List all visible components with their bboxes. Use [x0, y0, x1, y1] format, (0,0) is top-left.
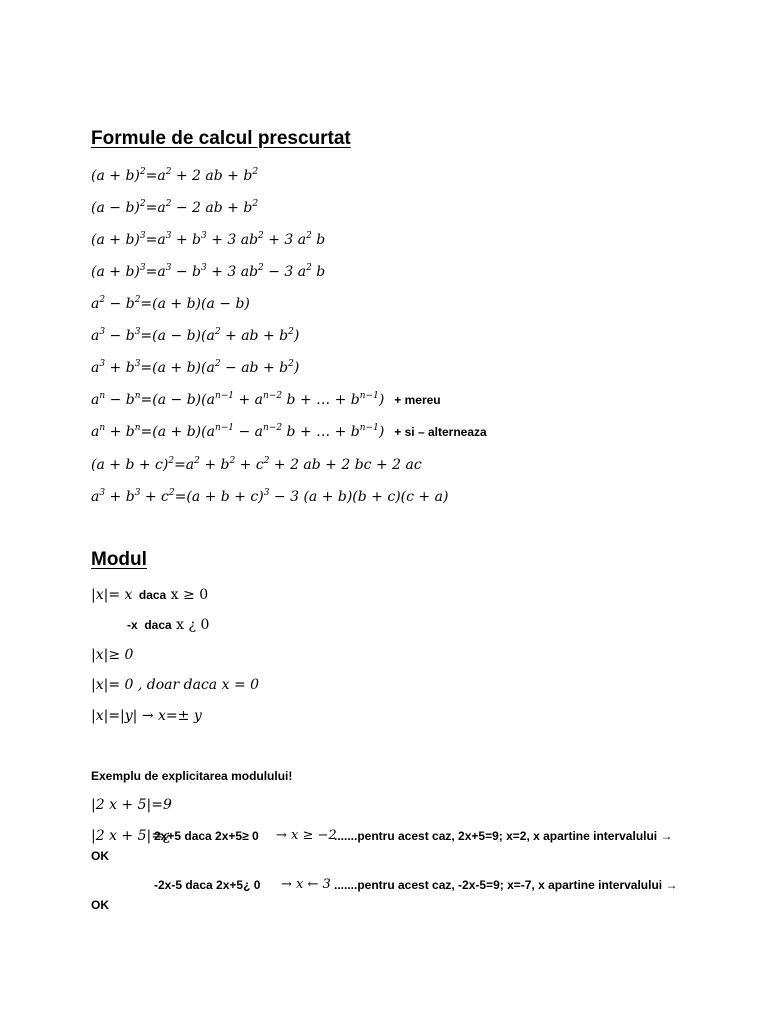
formula-note: + si – alterneaza: [394, 425, 487, 439]
case2-ok: OK: [91, 898, 109, 912]
case1-formula: |2 x + 5|=¿: [91, 828, 171, 844]
formula-line: $a^n - b^n=(a - b)(a^{n-1} + a^{n-2}$ b + … + $b^{n-1}$) + mereu: [91, 391, 441, 408]
formula-line: $(a + b + c)^2=a^2 + b^2 + c^2 + 2$ ab + 2 bc + 2 ac: [91, 456, 422, 473]
formula-line: $a^3 + b^3 + c^2=(a + b + c)^3 - 3$ (a + b)(b + c)(c + a): [91, 488, 449, 505]
formula-line: $a^n + b^n=(a + b)(a^{n-1} - a^{n-2}$ b + … + $b^{n-1}$) + si – alterneaza: [91, 423, 487, 440]
formula-line: $(a - b)^2=a^2 - 2$ ab + $b^2$: [91, 199, 259, 216]
modul-line: |x|= 0 , doar daca x = 0: [91, 677, 260, 693]
example-equation: |2 x + 5|=9: [91, 797, 172, 813]
formula-note: + mereu: [394, 393, 441, 407]
example-heading: Exemplu de explicitarea modulului!: [91, 769, 293, 783]
case2-explanation: .......pentru acest caz, -2x-5=9; x=-7, x apartine intervalului →: [334, 878, 678, 892]
section-title-modul: Modul: [91, 549, 147, 570]
formula-line: $a^2 - b^2=(a + b)(a - b)$: [91, 295, 250, 312]
case1-result: → x ≥ −2: [276, 828, 337, 843]
case2-result: → x ← 3: [281, 877, 331, 892]
modul-line: |x|=|y| → x=± y: [91, 708, 202, 724]
formula-line: $a^3 - b^3=(a - b)(a^2$ + ab + $b^2$): [91, 327, 300, 344]
section-title-formule: Formule de calcul prescurtat: [91, 128, 351, 149]
formula-line: $a^3 + b^3=(a + b)(a^2$ − ab + $b^2$): [91, 359, 300, 376]
modul-line: -x daca x ¿ 0: [127, 617, 210, 633]
case1-explanation: .......pentru acest caz, 2x+5=9; x=2, x apartine intervalului →: [334, 829, 673, 843]
formula-line: $(a + b)^3=a^3 - b^3 + 3$ $ab^2 - 3$ $a^2$ b: [91, 263, 326, 280]
modul-line: |x|= x daca x ≥ 0: [91, 587, 209, 603]
formula-line: $(a + b)^2=a^2 + 2$ ab + $b^2$: [91, 167, 259, 184]
case1-condition: 2x+5 daca 2x+5≥ 0: [154, 829, 259, 843]
case2-condition: -2x-5 daca 2x+5¿ 0: [154, 878, 261, 892]
modul-line: |x|≥ 0: [91, 647, 134, 663]
case1-ok: OK: [91, 849, 109, 863]
formula-line: $(a + b)^3=a^3 + b^3 + 3$ $ab^2 + 3$ $a^2$ b: [91, 231, 326, 248]
